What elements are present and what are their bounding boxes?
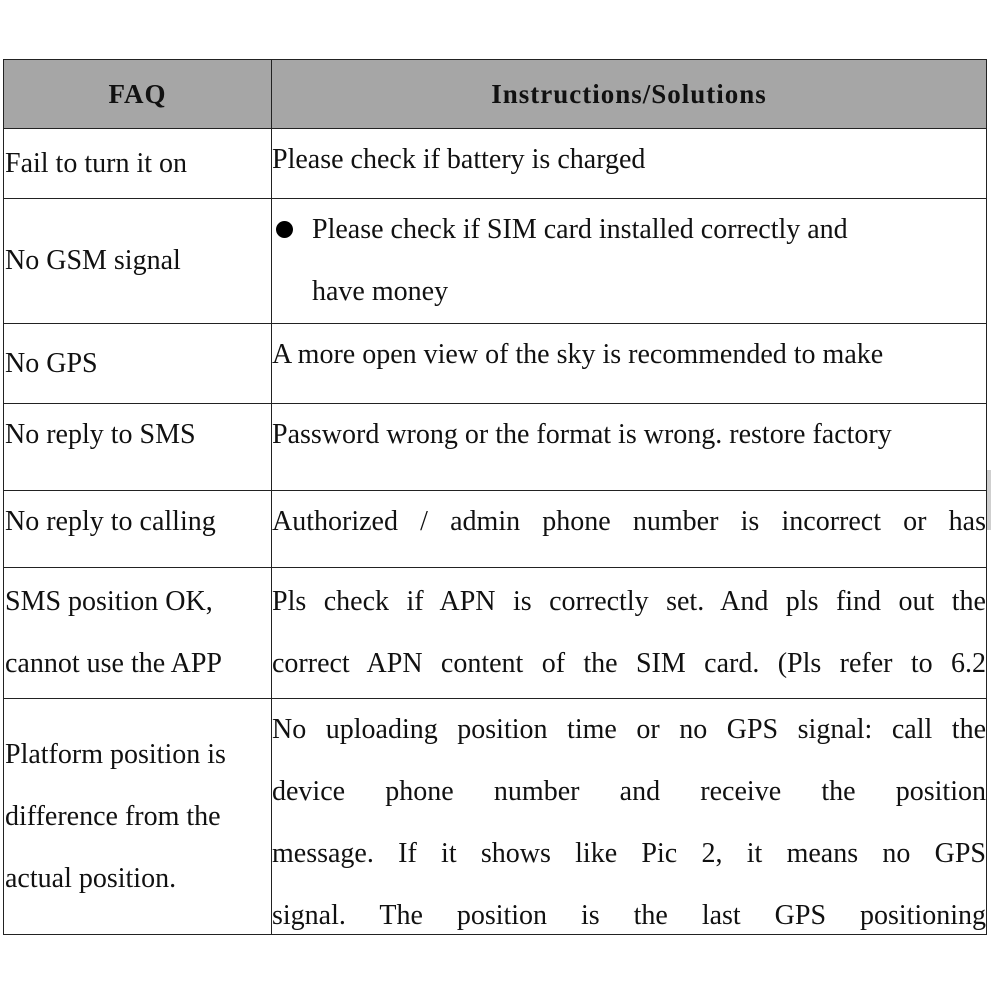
faq-text: No reply to SMS [5,419,196,450]
faq-cell [4,568,272,699]
page-edge-mark [987,470,991,530]
solution-cell [272,324,987,404]
faq-text: Platform position is [5,738,226,770]
solution-text: Authorized / admin phone number is incorrect or has [272,506,986,537]
faq-text: No GPS [5,347,98,379]
faq-cell [4,324,272,404]
table-row [4,324,987,404]
faq-text: SMS position OK, [5,586,213,617]
solution-cell [272,404,987,491]
solution-text: Please check if battery is charged [272,144,646,175]
solution-cell [272,568,987,699]
solution-text: device phone number and receive the position [272,776,986,807]
table-header-row [4,60,987,129]
solution-cell [272,129,987,199]
faq-table [3,59,987,935]
faq-cell [4,699,272,935]
solution-cell [272,699,987,935]
solution-text: correct APN content of the SIM card. (Pls refer to 6.2 [272,648,986,679]
faq-text: cannot use the APP [5,648,222,679]
table-row [4,491,987,568]
table-row [4,699,987,935]
table-row [4,199,987,324]
bullet-icon [276,221,293,238]
faq-text: No reply to calling [5,506,216,537]
table-row [4,568,987,699]
faq-cell [4,491,272,568]
solution-text: signal. The position is the last GPS positioning [272,900,986,931]
faq-cell [4,404,272,491]
faq-cell [4,199,272,324]
solution-text: have money [312,276,449,307]
table-row [4,404,987,491]
solution-cell [272,491,987,568]
faq-text: Fail to turn it on [5,147,187,179]
table-row [4,129,987,199]
faq-text: actual position. [5,862,177,894]
solution-text: Password wrong or the format is wrong. restore factory [272,419,892,450]
solution-text: A more open view of the sky is recommended to make [272,339,884,370]
faq-text: No GSM signal [5,245,181,276]
faq-text: difference from the [5,800,221,832]
solution-text: Please check if SIM card installed correctly and [312,214,848,245]
header-faq: FAQ [4,60,272,129]
solution-text: message. If it shows like Pic 2, it means no GPS [272,838,986,869]
faq-cell [4,129,272,199]
header-instructions: Instructions/Solutions [272,60,987,129]
solution-text: Pls check if APN is correctly set. And pls find out the [272,586,986,617]
bullet-item [272,199,986,261]
solution-text: No uploading position time or no GPS signal: call the [272,714,986,745]
solution-cell [272,199,987,324]
